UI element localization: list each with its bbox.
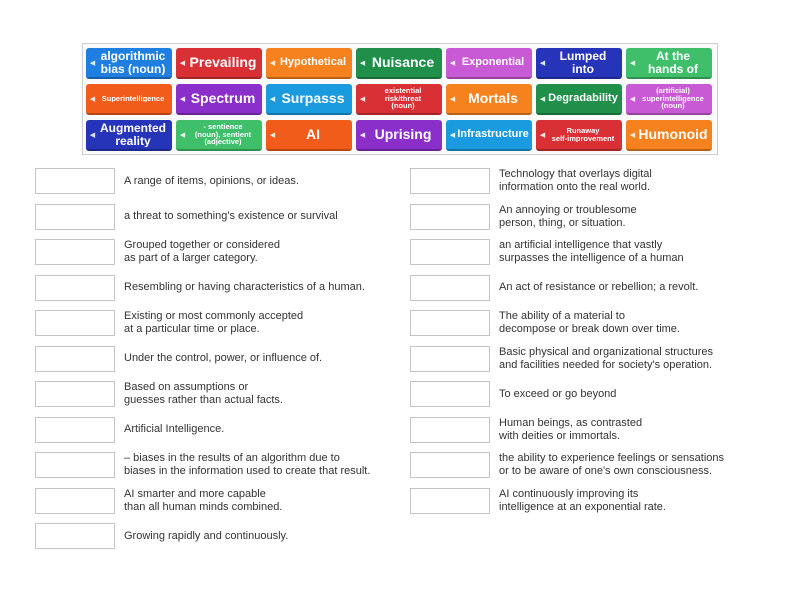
tile-label: Superintelligence xyxy=(101,94,165,103)
definition-text: An act of resistance or rebellion; a revolt. xyxy=(499,281,699,294)
drop-zone[interactable] xyxy=(410,452,490,478)
tile-label: Humonoid xyxy=(638,127,708,142)
speaker-icon[interactable]: ◀ xyxy=(539,59,546,67)
match-row xyxy=(410,168,652,194)
speaker-icon[interactable]: ◀ xyxy=(179,59,186,67)
speaker-icon[interactable]: ◀ xyxy=(359,131,366,139)
drop-zone[interactable] xyxy=(35,381,115,407)
tile-label: AI xyxy=(306,127,320,142)
definition-text: Resembling or having characteristics of a human. xyxy=(124,281,365,294)
tile-bank xyxy=(82,43,718,155)
match-row xyxy=(35,168,299,194)
speaker-icon[interactable]: ◀ xyxy=(629,95,636,103)
answer-tile[interactable] xyxy=(446,48,532,79)
drop-zone[interactable] xyxy=(35,168,115,194)
match-row xyxy=(410,488,666,514)
definition-text: AI continuously improving its intelligence at an exponential rate. xyxy=(499,487,666,513)
tile-label: At the hands of xyxy=(648,49,698,76)
drop-zone[interactable] xyxy=(35,204,115,230)
drop-zone[interactable] xyxy=(410,239,490,265)
definition-text: an artificial intelligence that vastly surpasses the intelligence of a human xyxy=(499,239,684,264)
match-row xyxy=(35,523,288,549)
speaker-icon[interactable]: ◀ xyxy=(359,59,366,67)
speaker-icon[interactable]: ◀ xyxy=(539,95,546,103)
match-row xyxy=(410,381,616,407)
tile-label: Augmented reality xyxy=(100,121,166,148)
definition-text: An annoying or troublesome person, thing, or situation. xyxy=(499,203,637,229)
tile-label: Degradability xyxy=(548,92,618,104)
drop-zone[interactable] xyxy=(410,204,490,230)
match-row xyxy=(410,275,698,301)
speaker-icon[interactable]: ◀ xyxy=(539,131,546,139)
speaker-icon[interactable]: ◀ xyxy=(179,131,186,139)
drop-zone[interactable] xyxy=(35,452,115,478)
speaker-icon[interactable]: ◀ xyxy=(359,95,366,103)
answer-tile[interactable] xyxy=(536,48,622,79)
speaker-icon[interactable]: ◀ xyxy=(179,95,186,103)
speaker-icon[interactable]: ◀ xyxy=(269,59,276,67)
speaker-icon[interactable]: ◀ xyxy=(89,59,96,67)
speaker-icon[interactable]: ◀ xyxy=(449,95,456,103)
match-row xyxy=(35,204,338,230)
speaker-icon[interactable]: ◀ xyxy=(449,59,456,67)
drop-zone[interactable] xyxy=(35,488,115,514)
answer-tile[interactable] xyxy=(446,84,532,115)
definition-text: Growing rapidly and continuously. xyxy=(124,529,289,542)
match-row xyxy=(410,310,680,336)
answer-tile[interactable] xyxy=(626,84,712,115)
drop-zone[interactable] xyxy=(35,523,115,549)
speaker-icon[interactable]: ◀ xyxy=(269,95,276,103)
match-row xyxy=(35,239,280,265)
answer-tile[interactable] xyxy=(356,84,442,115)
tile-label: Infrastructure xyxy=(457,128,529,140)
definition-text: Human beings, as contrasted with deities or immortals. xyxy=(499,416,643,442)
definition-text: Existing or most commonly accepted at a particular time or place. xyxy=(124,310,304,335)
tile-label: (artificial) superintelligence (noun) xyxy=(642,86,704,111)
definition-text: A range of items, opinions, or ideas. xyxy=(124,174,299,187)
answer-tile[interactable] xyxy=(626,120,712,151)
speaker-icon[interactable]: ◀ xyxy=(89,131,96,139)
drop-zone[interactable] xyxy=(410,310,490,336)
answer-tile[interactable] xyxy=(266,84,352,115)
match-row xyxy=(410,452,724,478)
speaker-icon[interactable]: ◀ xyxy=(449,131,456,139)
definition-text: Artificial Intelligence. xyxy=(124,423,225,436)
match-row xyxy=(410,204,637,230)
tile-label: Hypothetical xyxy=(279,56,346,68)
definition-text: Under the control, power, or influence of. xyxy=(124,352,323,365)
answer-tile[interactable] xyxy=(86,120,172,151)
tile-label: Runaway self-improvement xyxy=(551,126,615,143)
drop-zone[interactable] xyxy=(410,417,490,443)
answer-tile[interactable] xyxy=(266,120,352,151)
match-row xyxy=(35,488,282,514)
speaker-icon[interactable]: ◀ xyxy=(629,131,636,139)
drop-zone[interactable] xyxy=(410,346,490,372)
drop-zone[interactable] xyxy=(410,168,490,194)
tile-label: Spectrum xyxy=(190,91,256,106)
drop-zone[interactable] xyxy=(35,310,115,336)
match-row xyxy=(410,417,642,443)
drop-zone[interactable] xyxy=(410,381,490,407)
answer-tile[interactable] xyxy=(86,84,172,115)
match-row xyxy=(410,346,713,372)
tile-label: Nuisance xyxy=(371,55,435,70)
answer-tile[interactable] xyxy=(446,120,532,151)
answer-tile[interactable] xyxy=(86,48,172,79)
tile-label: Uprising xyxy=(374,127,432,142)
drop-zone[interactable] xyxy=(410,275,490,301)
tile-label: Mortals xyxy=(468,91,518,106)
answer-tile[interactable] xyxy=(356,48,442,79)
definition-text: the ability to experience feelings or sensations or to be aware of one's own consciousness. xyxy=(499,452,725,477)
definition-text: AI smarter and more capable than all human minds combined. xyxy=(124,487,283,513)
definition-text: – biases in the results of an algorithm due to biases in the information used to create that result. xyxy=(124,452,371,477)
tile-label: algorithmic bias (noun) xyxy=(100,49,166,76)
drop-zone[interactable] xyxy=(35,239,115,265)
match-row xyxy=(35,417,224,443)
match-row xyxy=(35,452,370,478)
speaker-icon[interactable]: ◀ xyxy=(89,95,96,103)
definition-text: a threat to something's existence or survival xyxy=(124,210,338,223)
answer-tile[interactable] xyxy=(536,84,622,115)
answer-tile[interactable] xyxy=(176,120,262,151)
answer-tile[interactable] xyxy=(176,84,262,115)
definition-text: Grouped together or considered as part of a larger category. xyxy=(124,239,280,264)
answer-tile[interactable] xyxy=(536,120,622,151)
drop-zone[interactable] xyxy=(35,275,115,301)
tile-label: existential risk/threat (noun) xyxy=(384,86,422,111)
drop-zone[interactable] xyxy=(35,417,115,443)
drop-zone[interactable] xyxy=(410,488,490,514)
definition-text: Based on assumptions or guesses rather than actual facts. xyxy=(124,381,283,406)
match-row xyxy=(35,346,322,372)
tile-label: Surpasss xyxy=(281,91,345,106)
speaker-icon[interactable]: ◀ xyxy=(269,131,276,139)
speaker-icon[interactable]: ◀ xyxy=(629,59,636,67)
answer-tile[interactable] xyxy=(176,48,262,79)
tile-label: Lumped into xyxy=(559,49,607,76)
definition-text: To exceed or go beyond xyxy=(499,387,617,400)
drop-zone[interactable] xyxy=(35,346,115,372)
match-row xyxy=(410,239,684,265)
tile-label: Exponential xyxy=(461,56,525,68)
definition-text: Basic physical and organizational structures and facilities needed for society's operation. xyxy=(499,345,714,371)
match-row xyxy=(35,310,303,336)
answer-tile[interactable] xyxy=(356,120,442,151)
match-row xyxy=(35,381,283,407)
tile-label: Prevailing xyxy=(189,55,257,70)
answer-tile[interactable] xyxy=(626,48,712,79)
answer-tile[interactable] xyxy=(266,48,352,79)
match-row xyxy=(35,275,365,301)
definition-text: Technology that overlays digital information onto the real world. xyxy=(499,168,652,193)
tile-label: - sentience (noun), sentient (adjective) xyxy=(194,122,252,147)
definition-text: The ability of a material to decompose or break down over time. xyxy=(499,310,680,335)
